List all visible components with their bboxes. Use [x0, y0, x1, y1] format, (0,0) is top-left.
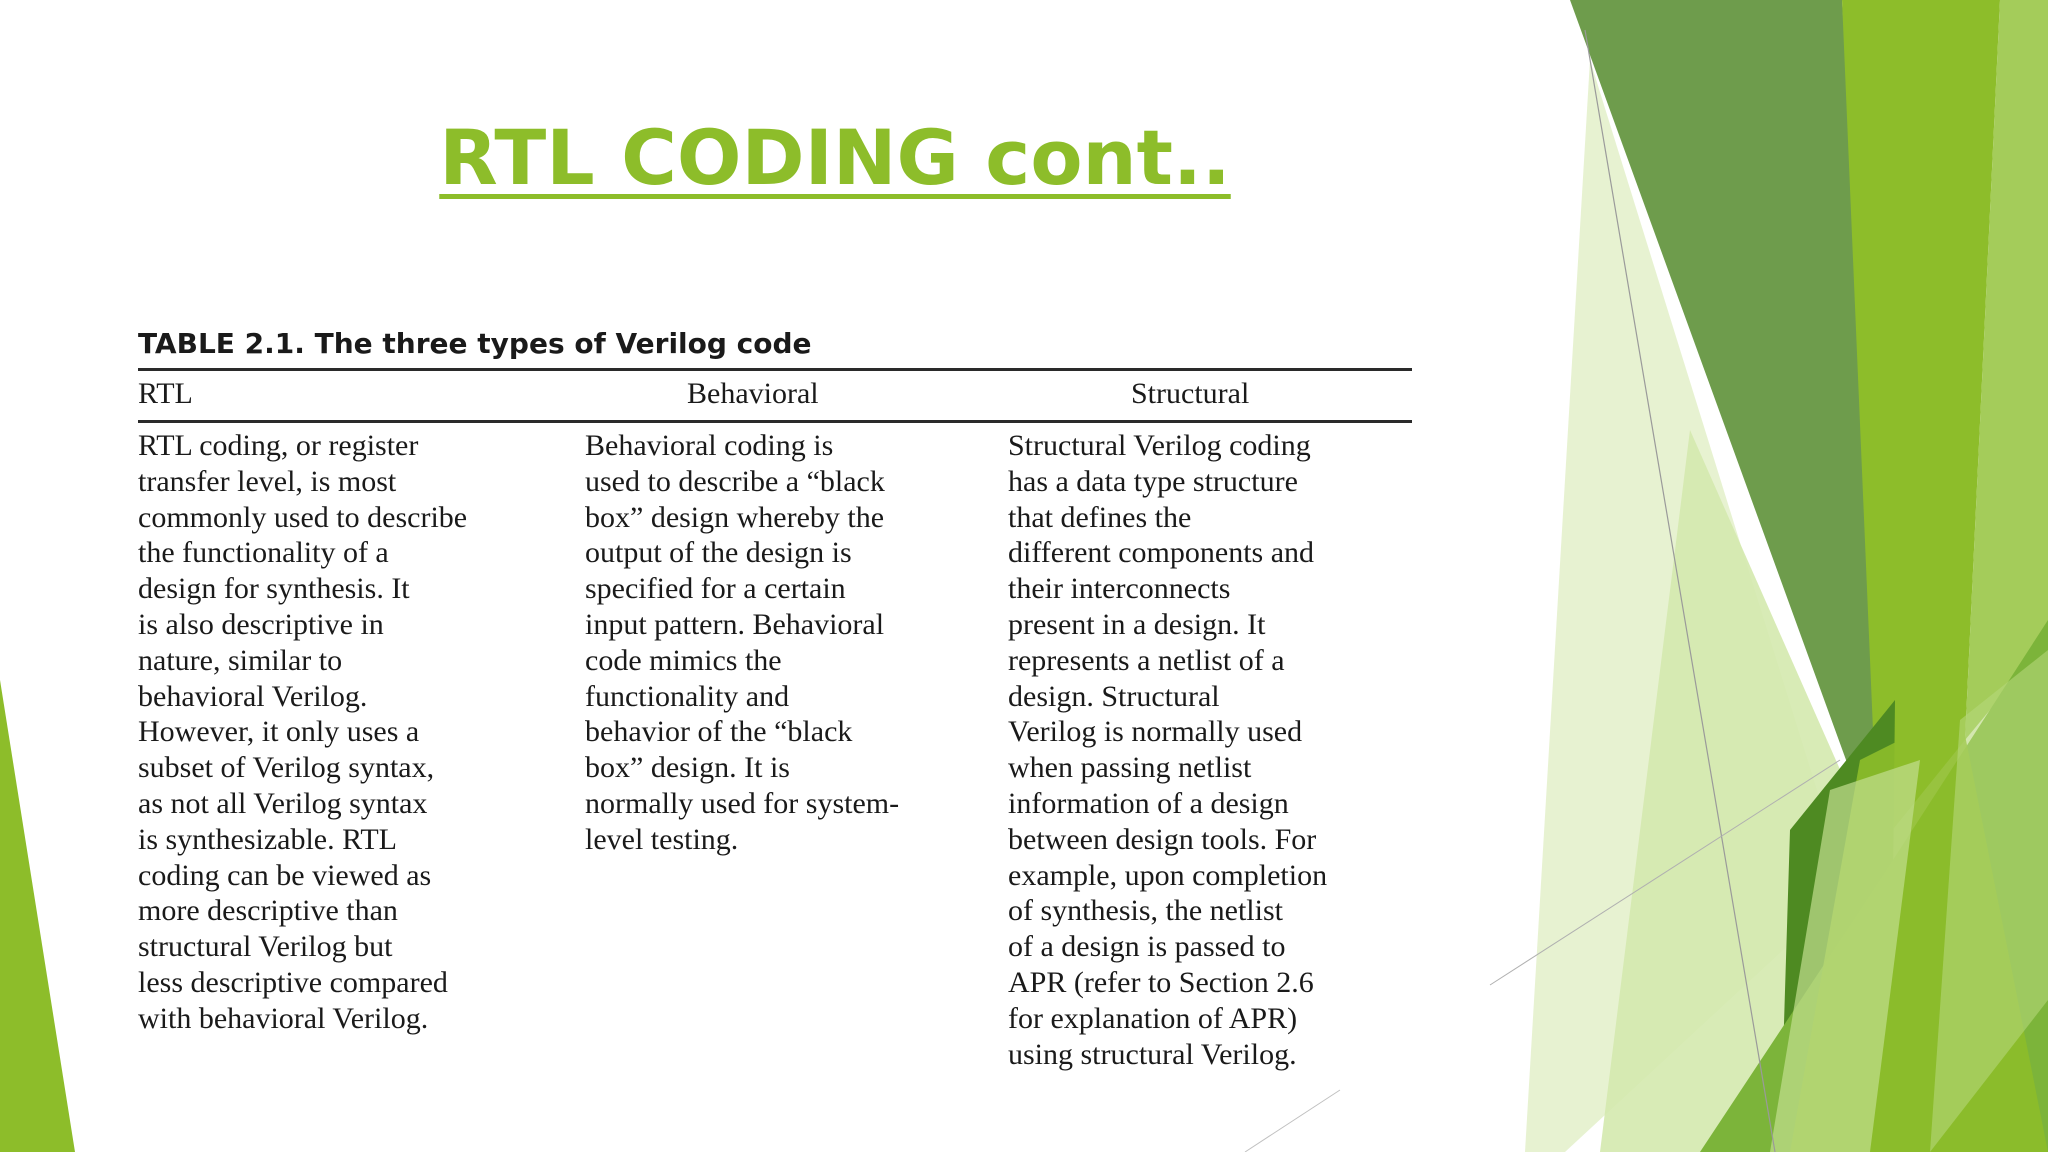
rtl-description-cell: RTL coding, or register transfer level, is most commonly used to describe the functionality of a design for synthesis. It is also descriptive in nature, similar to behavioral Verilog. However, it only uses a subset of Verilog syntax, as not all Verilog syntax is synthesizable. RTL coding can be viewed as more descriptive than structural Verilog but less descriptive compared with behavioral Verilog.: [138, 429, 468, 1035]
table-top-rule: [138, 368, 1412, 371]
column-header-structural: Structural: [1131, 377, 1250, 410]
table-header-rule: [138, 420, 1412, 423]
behavioral-description-cell: Behavioral coding is used to describe a “black box” design whereby the output of the design is specified for a certain input pattern. Behavioral code mimics the functionality and behavior of the “black box” design. It is normally used for system- level testing.: [585, 429, 900, 856]
thin-line-3: [1245, 1090, 1340, 1152]
column-header-rtl: RTL: [138, 377, 193, 410]
verilog-types-table: [130, 318, 1420, 1078]
column-header-behavioral: Behavioral: [687, 377, 819, 410]
left-green-sliver: [0, 680, 75, 1152]
slide-title: RTL CODING cont..: [439, 113, 1231, 202]
table-caption: TABLE 2.1. The three types of Verilog code: [138, 327, 812, 360]
structural-description-cell: Structural Verilog coding has a data type structure that defines the different components and their interconnects present in a design. It represents a netlist of a design. Structural Verilog is normally used when passing netlist information of a design between design tools. For example, upon completion of synthesis, the netlist of a design is passed to APR (refer to Section 2.6 for explanation of APR) using structural Verilog.: [1008, 429, 1328, 1071]
